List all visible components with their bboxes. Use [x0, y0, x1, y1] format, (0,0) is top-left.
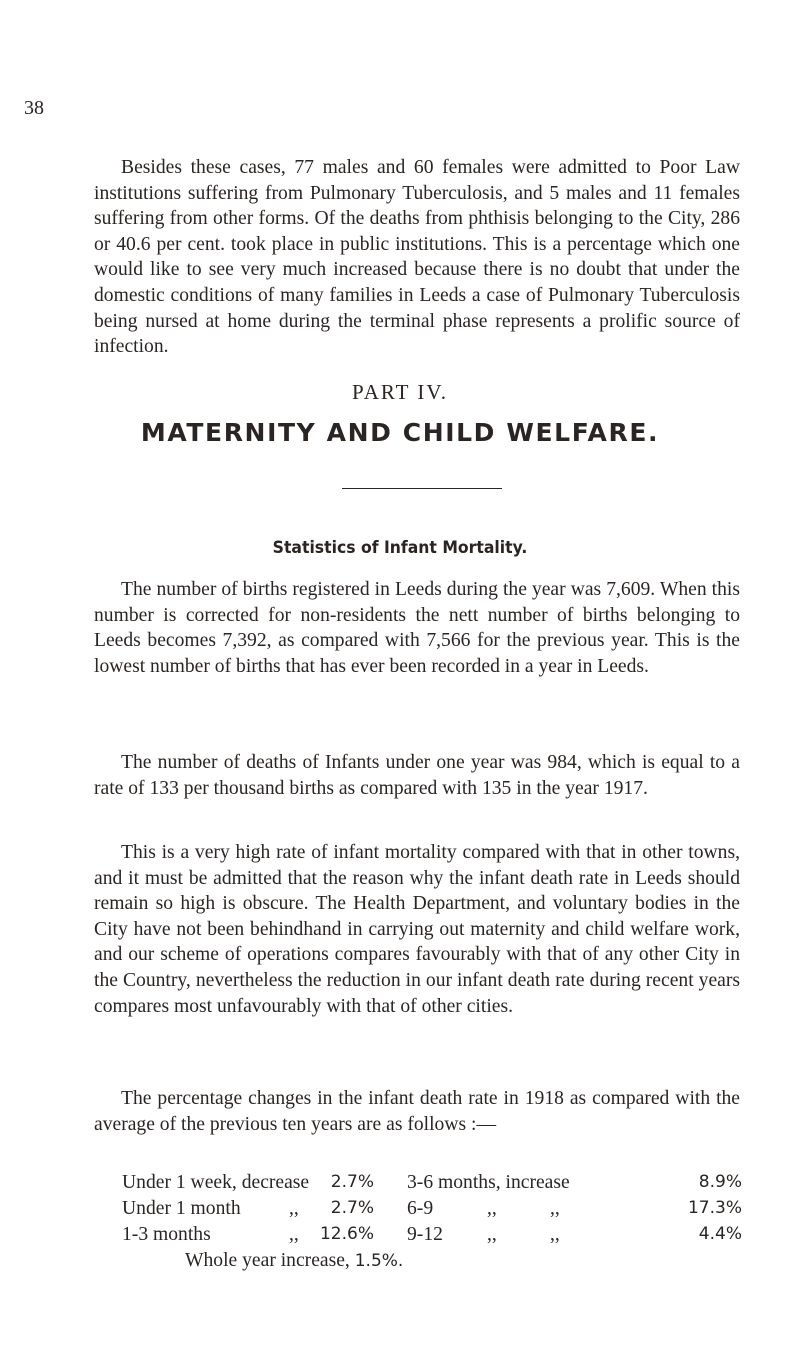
section-title: MATERNITY AND CHILD WELFARE. [140, 418, 660, 447]
divider-rule [342, 488, 502, 489]
ditto-mark: ,, [550, 1224, 560, 1245]
change-value: 17.3% [687, 1198, 742, 1218]
ditto-mark: ,, [487, 1198, 497, 1219]
paragraph-tuberculosis: Besides these cases, 77 males and 60 females were admitted to Poor Law institutions suffering from Pulmonary Tuberculosis, and 5 males and 11 females suffering from other forms. Of the deaths from phthisis belonging to the City, 286 or 40.6 per cent. took place in public institutions. This is a percentage which one would like to see very much increased because there is no doubt that under the domestic conditions of many families in Leeds a case of Pulmonary Tuberculosis being nursed at home during the terminal phase represents a prolific source of infection. [94, 157, 740, 358]
change-value: 2.7% [330, 1198, 374, 1218]
change-value: 2.7% [330, 1172, 374, 1192]
change-value: 12.6% [319, 1224, 374, 1244]
ditto-mark: ,, [487, 1224, 497, 1245]
change-label: 3-6 months, increase [407, 1172, 570, 1193]
paragraph-infant-deaths: The number of deaths of Infants under one year was 984, which is equal to a rate of 133 per thousand births as compared with 135 in the year 1917. [94, 752, 740, 799]
percentage-changes-list [122, 1170, 742, 1248]
ditto-mark: ,, [289, 1198, 299, 1219]
change-label: 1-3 months [122, 1224, 211, 1245]
sub-heading: Statistics of Infant Mortality. [272, 538, 528, 558]
change-row [122, 1222, 742, 1248]
change-label: Under 1 month [122, 1198, 241, 1219]
ditto-mark: ,, [550, 1198, 560, 1219]
ditto-mark: ,, [289, 1224, 299, 1245]
change-value: 4.4% [698, 1224, 742, 1244]
change-value: 8.9% [698, 1172, 742, 1192]
paragraph-percentage-intro: The percentage changes in the infant death rate in 1918 as compared with the average of the previous ten years are as follows :— [94, 1088, 740, 1135]
change-label: 6-9 [407, 1198, 434, 1219]
part-heading: PART IV. [351, 380, 449, 404]
change-row [122, 1196, 742, 1222]
change-row [122, 1170, 742, 1196]
paragraph-births: The number of births registered in Leeds during the year was 7,609. When this number is corrected for non-residents the nett number of births belonging to Leeds becomes 7,392, as compared with 7,566 for the previous year. This is the lowest number of births that has ever been recorded in a year in Leeds. [94, 579, 740, 677]
whole-year-summary [185, 1248, 403, 1275]
page-number: 38 [24, 97, 44, 119]
whole-year-label: Whole year increase, [185, 1250, 350, 1271]
change-label: 9-12 [407, 1224, 443, 1245]
paragraph-mortality-comparison: This is a very high rate of infant mortality compared with that in other towns, and it must be admitted that the reason why the infant death rate in Leeds should remain so high is obscure. The Health Department, and voluntary bodies in the City have not been behindhand in carrying out maternity and child welfare work, and our scheme of operations compares favourably with that of any other City in the Country, nevertheless the reduction in our infant death rate during recent years compares most unfavourably with that of other cities. [94, 842, 740, 1017]
change-label: Under 1 week, decrease [122, 1172, 310, 1193]
whole-year-value: 1.5%. [354, 1251, 404, 1271]
